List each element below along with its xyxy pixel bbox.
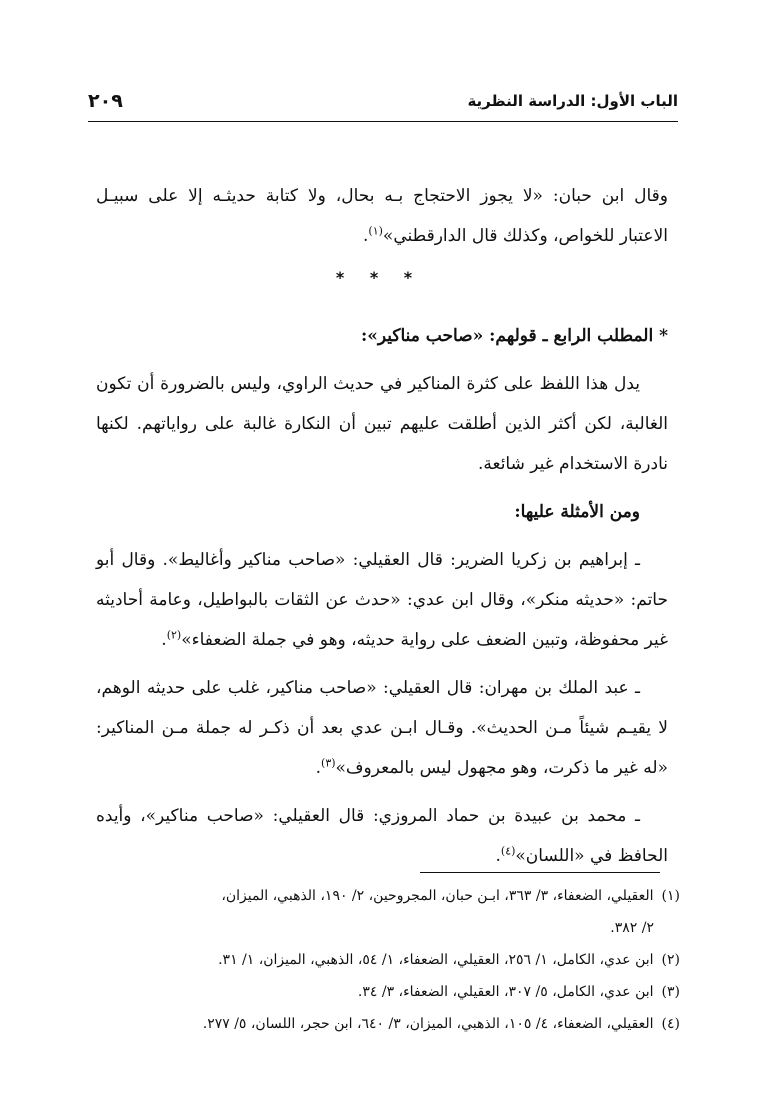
- footnote-4: [96, 1008, 680, 1040]
- footnote-number: (١): [661, 888, 680, 904]
- footnote-number: (٢): [661, 952, 680, 968]
- footnote-ref-3: (٣): [321, 756, 336, 770]
- footnote-3: [96, 976, 680, 1008]
- footnote-divider: [420, 872, 660, 873]
- footnote-ref-2: (٢): [166, 628, 182, 642]
- footnotes: [96, 880, 680, 1040]
- example-item: [96, 540, 668, 660]
- intro-line-2-end: .: [363, 226, 369, 246]
- example-text: ـ عبد الملك بن مهران: قال العقيلي: «صاحب مناكير، غلب على حديثه الوهم، لا يقيـم شيئاً مـن الحديث». وقـال ابـن عدي بعد أن ذكـر له جملة مـن المناكير: «له غير ما ذكرت، وهو مجهول ليس بالمعروف»: [96, 678, 668, 778]
- footnote-text: العقيلي، الضعفاء، ٣/ ٣٦٣، ابـن حبان، المجروحين، ٢/ ١٩٠، الذهبي، الميزان،: [221, 888, 654, 904]
- footnote-text: ابن عدي، الكامل، ١/ ٢٥٦، العقيلي، الضعفاء، ١/ ٥٤، الذهبي، الميزان، ١/ ٣١.: [218, 952, 654, 968]
- intro-line-2-text: الاعتبار للخواص، وكذلك قال الدارقطني»: [382, 226, 668, 246]
- header-divider: [88, 121, 678, 122]
- example-item: [96, 796, 668, 876]
- example-end: .: [161, 630, 167, 650]
- example-end: .: [315, 758, 322, 778]
- footnote-text: ابن عدي، الكامل، ٥/ ٣٠٧، العقيلي، الضعفاء، ٣/ ٣٤.: [357, 984, 654, 1000]
- footnote-text: العقيلي، الضعفاء، ٤/ ١٠٥، الذهبي، الميزان، ٣/ ٦٤٠، ابن حجر، اللسان، ٥/ ٢٧٧.: [202, 1016, 654, 1032]
- example-item: [96, 668, 668, 788]
- examples-heading: ومن الأمثلة عليها:: [514, 502, 640, 522]
- chapter-title: الباب الأول: الدراسة النظرية: [467, 92, 678, 110]
- footnote-number: (٣): [661, 984, 680, 1000]
- intro-quote: [96, 186, 668, 246]
- footnote-ref-4: (٤): [500, 844, 516, 858]
- section-paragraph-1: يدل هذا اللفظ على كثرة المناكير في حديث الراوي، وليس بالضرورة أن تكون الغالبة، لكن أكثر الذين أطلقت عليهم تبين أن النكارة غالبة على رواياتهم. لكنها نادرة الاستخدام غير شائعة.: [96, 374, 668, 474]
- section-separator: * * *: [335, 268, 423, 287]
- running-header: [88, 92, 678, 116]
- example-end: .: [495, 846, 501, 866]
- footnote-1-continuation: ٢/ ٣٨٢.: [610, 920, 654, 936]
- intro-line-2: [96, 226, 668, 246]
- intro-line-1: وقال ابن حبان: «لا يجوز الاحتجاج بـه بحال، ولا كتابة حديثـه إلا على سبيـل: [96, 186, 668, 206]
- footnote-number: (٤): [661, 1016, 680, 1032]
- footnote-1: [96, 880, 680, 912]
- footnote-ref-1: (١): [368, 224, 383, 238]
- section-body: [96, 316, 668, 876]
- page-number: ٢٠٩: [88, 90, 123, 112]
- example-text: ـ محمد بن عبيدة بن حماد المروزي: قال العقيلي: «صاحب مناكير»، وأيده الحافظ في «اللسان»: [96, 806, 668, 866]
- section-heading: * المطلب الرابع ـ قولهم: «صاحب مناكير»:: [360, 326, 668, 346]
- example-text: ـ إبراهيم بن زكريا الضرير: قال العقيلي: «صاحب مناكير وأغاليط». وقال أبو حاتم: «حديثه منكر»، وقال ابن عدي: «حدث عن الثقات بالبواطيل، وعامة أحاديثه غير محفوظة، وتبين الضعف على رواية حديثه، وهو في جملة الضعفاء»: [96, 550, 668, 650]
- footnote-2: [96, 944, 680, 976]
